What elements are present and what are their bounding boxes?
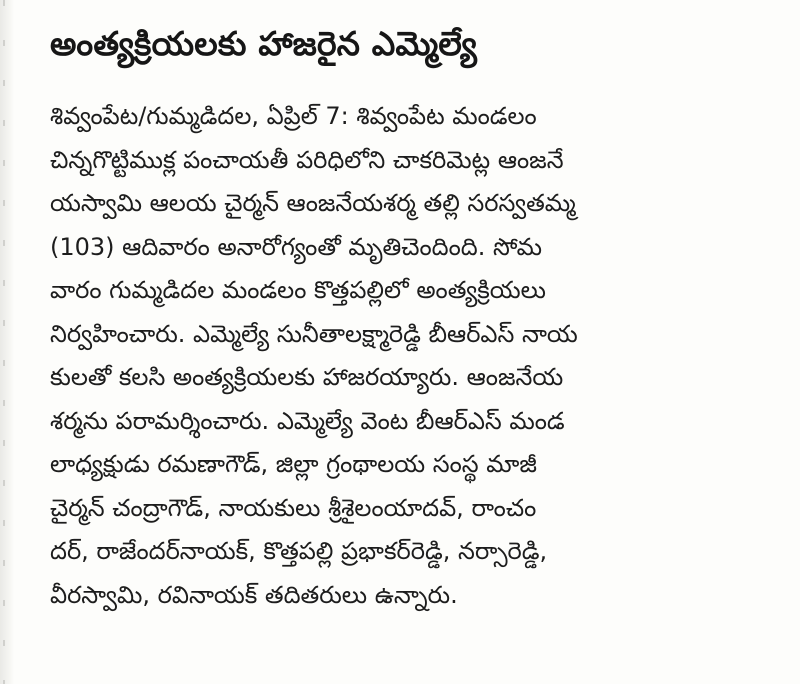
body-line: శర్మను పరామర్శించారు. ఎమ్మెల్యే వెంట బీఆర్ఎస్ మండ (50, 406, 565, 435)
body-line: యస్వామి ఆలయ చైర్మన్ ఆంజనేయశర్మ తల్లి సరస్వతమ్మ (50, 189, 576, 217)
body-line: వారం గుమ్మడిదల మండలం కొత్తపల్లిలో అంత్యక్రియలు (50, 276, 546, 304)
body-line: లాధ్యక్షుడు రమణాగౌడ్, జిల్లా గ్రంథాలయ సంస్థ మాజీ (50, 450, 537, 478)
body-line: శివ్వంపేట/గుమ్మడిదల, ఏప్రిల్ 7: శివ్వంపేట మండలం (50, 102, 537, 130)
body-line: చైర్మన్ చంద్రాగౌడ్, నాయకులు శ్రీశైలంయాదవ్, రాంచం (50, 493, 537, 522)
body-line: కులతో కలసి అంత్యక్రియలకు హాజరయ్యారు. ఆంజనేయ (50, 363, 564, 391)
body-line: (103) ఆదివారం అనారోగ్యంతో మృతిచెందింది. సోమ (50, 232, 543, 261)
article-body (50, 95, 756, 617)
article-headline: అంత్యక్రియలకు హాజరైన ఎమ్మెల్యే (50, 24, 478, 63)
body-line: వీరస్వామి, రవినాయక్ తదితరులు ఉన్నారు. (50, 580, 458, 609)
body-line: చిన్నగొట్టిముక్ల పంచాయతీ పరిధిలోని చాకరిమెట్ల ఆంజనే (50, 145, 564, 174)
body-line: దర్, రాజేందర్‌నాయక్, కొత్తపల్లి ప్రభాకర్‌రెడ్డి, నర్సారెడ్డి, (50, 537, 548, 565)
adjacent-column-edge (0, 0, 14, 684)
body-line: నిర్వహించారు. ఎమ్మెల్యే సునీతాలక్ష్మారెడ్డి బీఆర్ఎస్ నాయ (50, 319, 578, 348)
